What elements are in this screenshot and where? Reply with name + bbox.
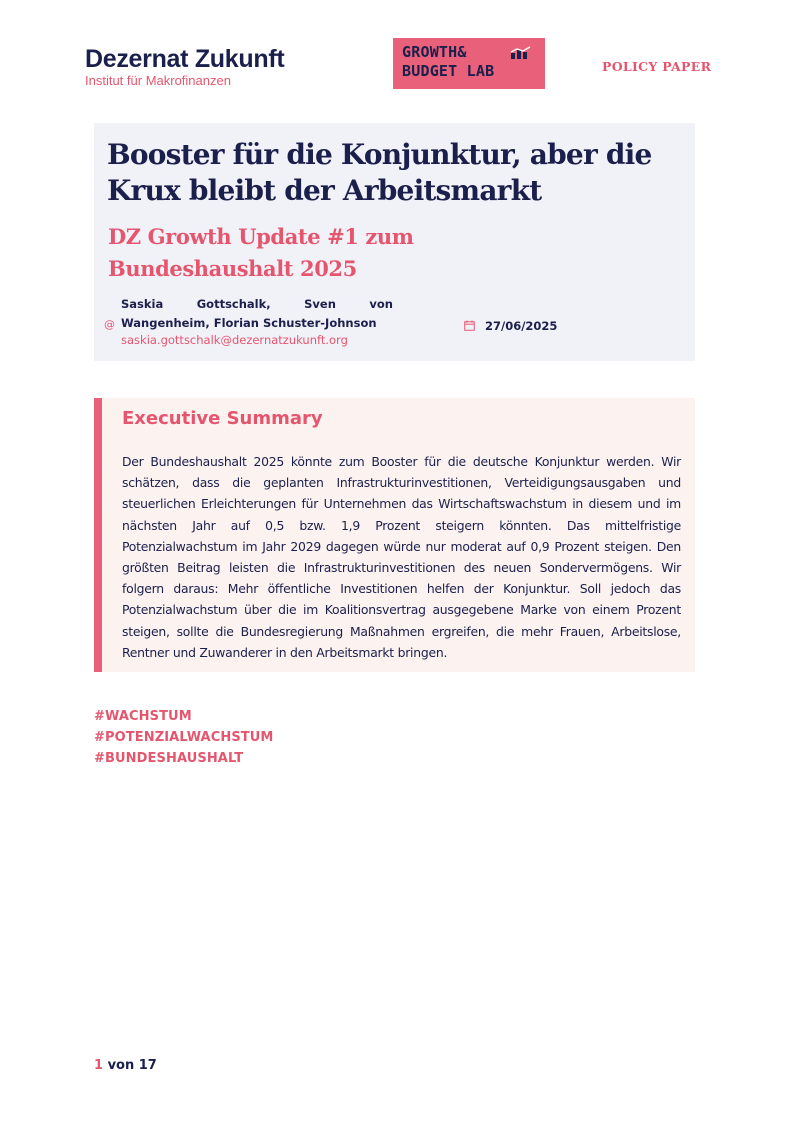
growth-budget-lab-logo: [393, 38, 545, 89]
paper-title: Booster für die Konjunktur, aber die Krux bleibt der Arbeitsmarkt: [107, 138, 652, 207]
brand-name: Dezernat Zukunft: [85, 45, 285, 73]
title-block: [94, 123, 695, 361]
executive-summary: [94, 398, 695, 672]
current-page: 1: [94, 1058, 104, 1073]
page-number: [94, 1058, 157, 1073]
email-at-icon: @: [104, 318, 115, 331]
calendar-icon: [464, 320, 475, 331]
author-email-link[interactable]: saskia.gottschalk@dezernatzukunft.org: [121, 333, 348, 347]
bar-chart-icon: [510, 46, 532, 60]
brand-subtitle: Institut für Makrofinanzen: [85, 73, 231, 88]
paper-subtitle: DZ Growth Update #1 zum Bundeshaushalt 2025: [108, 224, 414, 281]
summary-heading: Executive Summary: [122, 408, 323, 429]
tag-bundeshaushalt[interactable]: #BUNDESHAUSHALT: [94, 751, 244, 766]
summary-text: Der Bundeshaushalt 2025 könnte zum Booster für die deutsche Konjunktur werden. Wir schätzen, dass die geplanten Infrastrukturinvestitionen, Verteidigungsausgaben und steuerlichen Erleichterungen für Unternehmen das Wirtschaftswachstum in diesem und im nächsten Jahr auf 0,5 bzw. 1,9 Prozent steigern könnten. Das mittelfristige Potenzialwachstum im Jahr 2029 dagegen würde nur moderat auf 0,9 Prozent steigen. Den größten Beitrag leisten die Infrastrukturinvestitionen des neuen Sondervermögens. Wir folgern daraus: Mehr öffentliche Investitionen helfen der Konjunktur. Soll jedoch das Potenzialwachstum über die im Koalitionsvertrag ausgegebene Marke von einem Prozent steigen, sollte die Bundesregierung Maßnahmen ergreifen, die mehr Frauen, Arbeitslose, Rentner und Zuwanderer in den Arbeitsmarkt bringen.: [122, 454, 681, 660]
dezernat-zukunft-logo: [85, 44, 284, 89]
lab-logo-line1: GROWTH&: [402, 43, 467, 61]
total-pages: von 17: [107, 1058, 157, 1073]
tag-list: [94, 706, 273, 769]
document-type-label: POLICY PAPER: [602, 59, 712, 74]
publication-date: 27/06/2025: [485, 319, 558, 333]
authors: Saskia Gottschalk, Sven von Wangenheim, Florian Schuster-Johnson: [121, 297, 393, 330]
lab-logo-line2: BUDGET LAB: [402, 62, 495, 80]
tag-wachstum[interactable]: #WACHSTUM: [94, 709, 192, 724]
tag-potenzialwachstum[interactable]: #POTENZIALWACHSTUM: [94, 730, 274, 745]
